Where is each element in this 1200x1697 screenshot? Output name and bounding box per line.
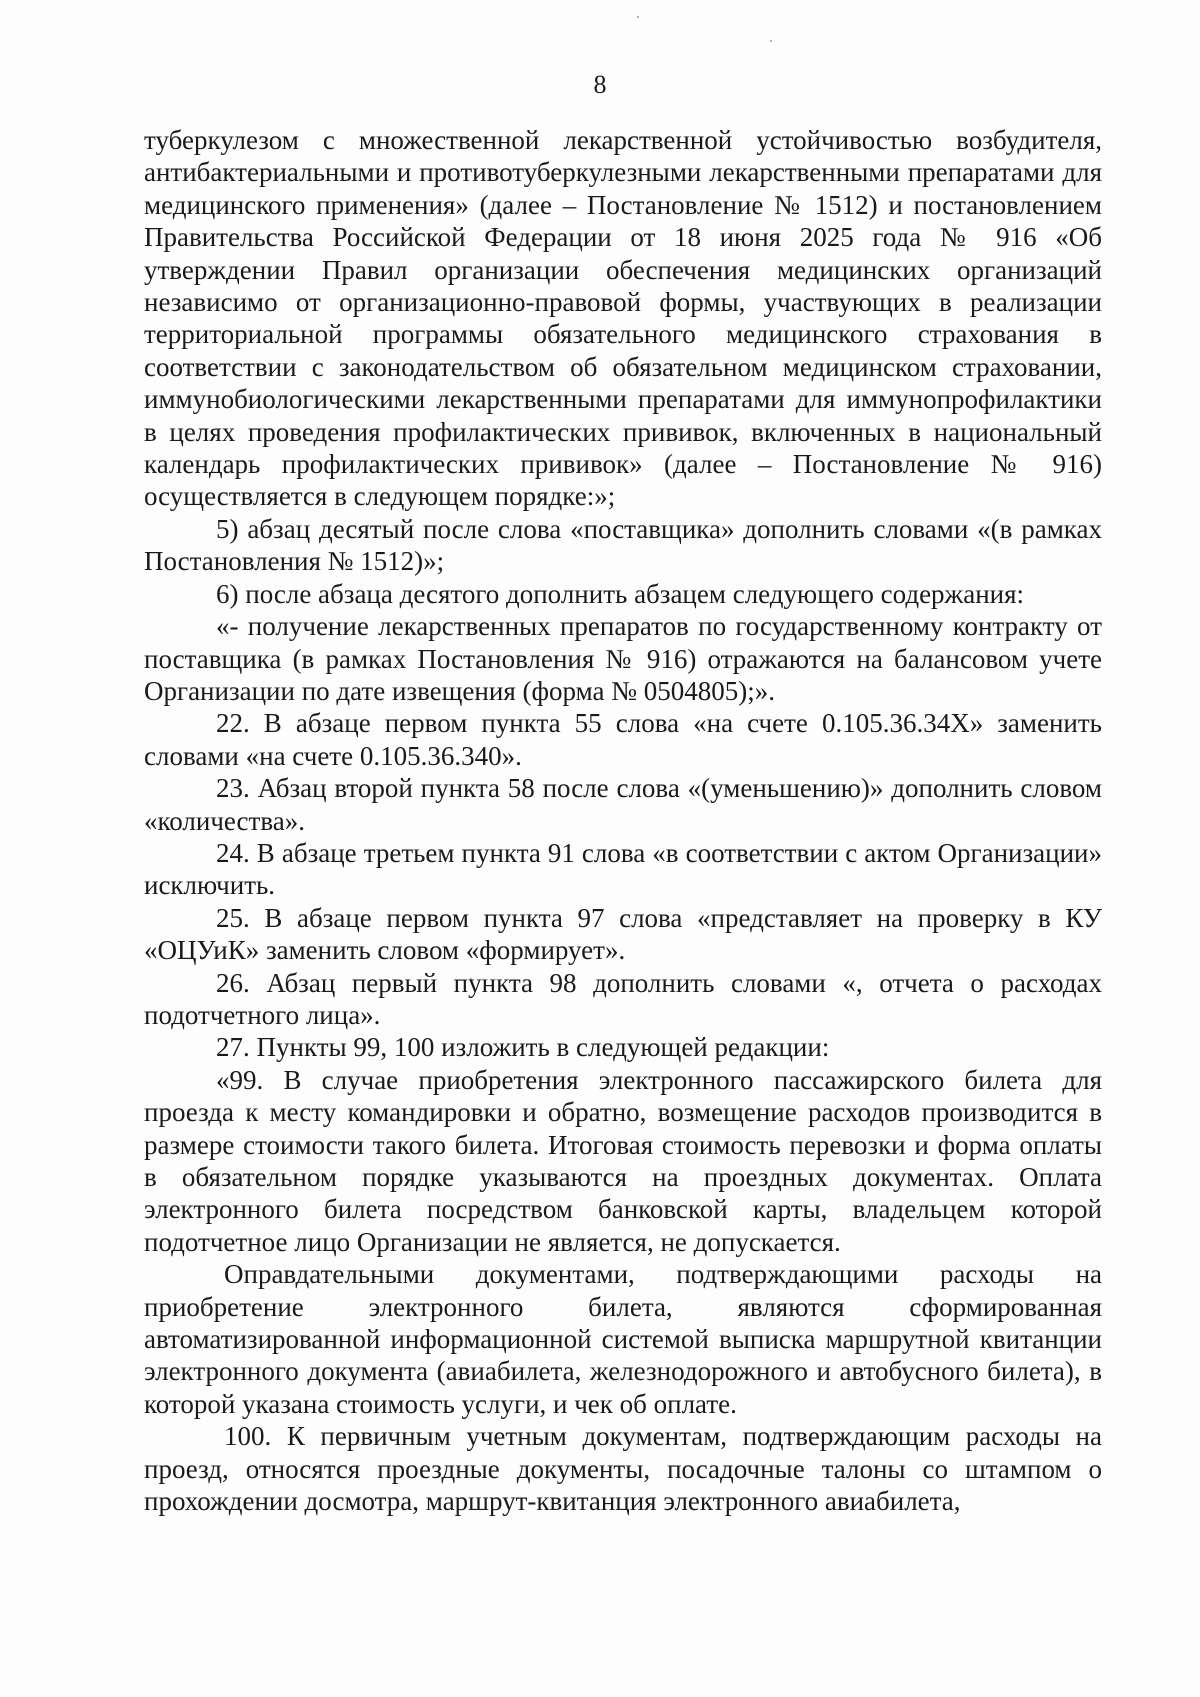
paragraph-item-6: 6) после абзаца десятого дополнить абзацем следующего содержания:: [216, 578, 1025, 609]
document-body: [144, 124, 1102, 1517]
scan-speck: [770, 40, 772, 42]
paragraph-clause-99: «99. В случае приобретения электронного пассажирского билета для проезда к месту командировки и обратно, возмещение расходов производится в размере стоимости такого билета. Итоговая стоимость перевозки и форма оплаты в обязательном порядке указываются на проездных документах. Оплата электронного билета посредством банковской карты, владельцем которой подотчетное лицо Организации не является, не допускается.: [144, 1064, 1102, 1257]
paragraph-item-26: 26. Абзац первый пункта 98 дополнить словами «, отчета о расходах подотчетного лица».: [144, 967, 1102, 1030]
paragraph-continuation: туберкулезом с множественной лекарственной устойчивостью возбудителя, антибактериальными и противотуберкулезными лекарственными препаратами для медицинского применения» (далее – Постановление № 1512) и постановлением Правительства Российской Федерации от 18 июня 2025 года № 916 «Об утверждении Правил организации обеспечения медицинских организаций независимо от организационно-правовой формы, участвующих в реализации территориальной программы обязательного медицинского страхования в соответствии с законодательством об обязательном медицинском страховании, иммунобиологическими лекарственными препаратами для иммунопрофилактики в целях проведения профилактических прививок, включенных в национальный календарь профилактических прививок» (далее – Постановление № 916) осуществляется в следующем порядке:»;: [144, 125, 1102, 512]
page-number: 8: [593, 70, 607, 99]
paragraph-item-22: 22. В абзаце первом пункта 55 слова «на счете 0.105.36.34Х» заменить словами «на счете 0.105.36.340».: [144, 708, 1102, 771]
paragraph-item-24: 24. В абзаце третьем пункта 91 слова «в соответствии с актом Организации» исключить.: [144, 837, 1102, 901]
paragraph-justifying-documents: Оправдательными документами, подтверждающими расходы на приобретение электронного билета, являются сформированная автоматизированной информационной системой выписка маршрутной квитанции электронного документа (авиабилета, железнодорожного и автобусного билета), в которой указана стоимость услуги, и чек об оплате.: [144, 1259, 1102, 1419]
paragraph-item-27: 27. Пункты 99, 100 изложить в следующей редакции:: [216, 1032, 830, 1063]
paragraph-item-25: 25. В абзаце первом пункта 97 слова «представляет на проверку в КУ «ОЦУиК» заменить словом «формирует».: [144, 902, 1102, 966]
paragraph-item-23: 23. Абзац второй пункта 58 после слова «(уменьшению)» дополнить словом «количества».: [144, 773, 1102, 836]
paragraph-item-5: 5) абзац десятый после слова «поставщика» дополнить словами «(в рамках Постановления № 1512)»;: [144, 513, 1102, 577]
paragraph-clause-100: 100. К первичным учетным документам, подтверждающим расходы на проезд, относятся проездные документы, посадочные талоны со штампом о прохождении досмотра, маршрут-квитанция электронного авиабилета,: [144, 1421, 1102, 1517]
paragraph-quote-receipt: «- получение лекарственных препаратов по государственному контракту от поставщика (в рамках Постановления № 916) отражаются на балансовом учете Организации по дате извещения (форма № 0504805);».: [144, 611, 1102, 706]
scan-speck: [637, 16, 639, 18]
